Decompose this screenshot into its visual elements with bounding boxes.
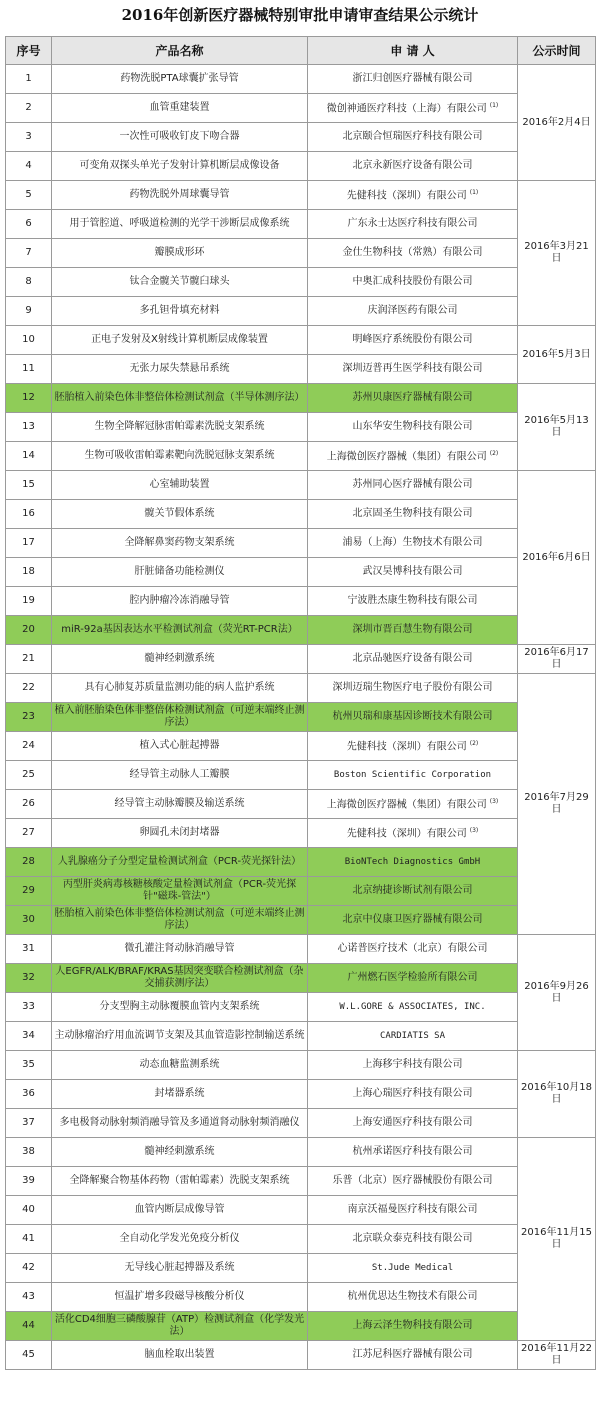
applicant-cell (308, 761, 518, 790)
applicant-cell (308, 877, 518, 906)
applicant-cell (308, 123, 518, 152)
applicant-name: 乐普（北京）医疗器械股份有限公司 (332, 1175, 493, 1186)
product-name: 分支型胸主动脉覆膜血管内支架系统 (52, 993, 308, 1022)
applicant-cell (308, 210, 518, 239)
row-number: 23 (6, 703, 52, 732)
applicant-name: 北京纳捷诊断试剂有限公司 (352, 885, 473, 896)
product-name: 血管内断层成像导管 (52, 1196, 308, 1225)
publication-date: 2016年11月15日 (518, 1138, 596, 1341)
applicant-name: 杭州贝瑞和康基因诊断技术有限公司 (332, 711, 493, 722)
row-number: 19 (6, 587, 52, 616)
table-row (6, 355, 596, 384)
page-title: 2016年创新医疗器械特别审批申请审查结果公示统计 (121, 6, 479, 24)
applicant-name: 苏州同心医疗器械有限公司 (352, 479, 473, 490)
row-number: 27 (6, 819, 52, 848)
applicant-cell (308, 645, 518, 674)
applicant-name: 明峰医疗系统股份有限公司 (352, 334, 473, 345)
product-name: 全降解聚合物基体药物（雷帕霉素）洗脱支架系统 (52, 1167, 308, 1196)
row-number: 38 (6, 1138, 52, 1167)
applicant-name: 苏州贝康医疗器械有限公司 (352, 392, 473, 403)
table-row (6, 877, 596, 906)
product-name: 髓神经刺激系统 (52, 645, 308, 674)
applicant-name: 先健科技（深圳）有限公司 (346, 190, 467, 202)
publication-date: 2016年11月22日 (518, 1341, 596, 1370)
header-name: 产品名称 (52, 37, 308, 65)
applicant-name: 广州燃石医学检验所有限公司 (347, 972, 478, 983)
applicant-name: 江苏尼科医疗器械有限公司 (352, 1349, 473, 1360)
row-number: 35 (6, 1051, 52, 1080)
table-row (6, 1051, 596, 1080)
product-name: 血管重建装置 (52, 94, 308, 123)
header-time: 公示时间 (518, 37, 596, 65)
applicant-cell (308, 239, 518, 268)
table-row (6, 1167, 596, 1196)
row-number: 16 (6, 500, 52, 529)
product-name: 胚胎植入前染色体非整倍体检测试剂盒（半导体测序法） (52, 384, 308, 413)
applicant-cell (308, 413, 518, 442)
applicant-cell (308, 732, 518, 761)
header-applicant: 申 请 人 (308, 37, 518, 65)
applicant-cell (308, 1080, 518, 1109)
row-number: 34 (6, 1022, 52, 1051)
row-number: 18 (6, 558, 52, 587)
table-row (6, 993, 596, 1022)
footnote-marker: (2) (489, 450, 499, 458)
product-name: 脑血栓取出装置 (52, 1341, 308, 1370)
publication-date: 2016年2月4日 (518, 65, 596, 181)
publication-date: 2016年5月13日 (518, 384, 596, 471)
applicant-cell (308, 355, 518, 384)
applicant-name: 中奥汇成科技股份有限公司 (352, 276, 473, 287)
product-name: 人EGFR/ALK/BRAF/KRAS基因突变联合检测试剂盒（杂交捕获测序法） (52, 964, 308, 993)
row-number: 10 (6, 326, 52, 355)
applicant-name: 广东永士达医疗科技有限公司 (347, 218, 478, 229)
applicant-name: 北京固圣生物科技有限公司 (352, 508, 473, 519)
applicant-cell (308, 964, 518, 993)
applicant-cell (308, 1167, 518, 1196)
applicant-name: 北京品驰医疗设备有限公司 (352, 653, 473, 664)
product-name: 髋关节假体系统 (52, 500, 308, 529)
applicant-cell (308, 616, 518, 645)
row-number: 3 (6, 123, 52, 152)
row-number: 45 (6, 1341, 52, 1370)
applicant-cell (308, 558, 518, 587)
product-name: 主动脉瘤治疗用血流调节支架及其血管造影控制输送系统 (52, 1022, 308, 1051)
row-number: 29 (6, 877, 52, 906)
product-name: 全降解鼻窦药物支架系统 (52, 529, 308, 558)
row-number: 11 (6, 355, 52, 384)
table-row (6, 1196, 596, 1225)
product-name: 活化CD4细胞三磷酸腺苷（ATP）检测试剂盒（化学发光法） (52, 1312, 308, 1341)
table-row (6, 1312, 596, 1341)
table-row (6, 703, 596, 732)
product-name: 药物洗脱PTA球囊扩张导管 (52, 65, 308, 94)
row-number: 32 (6, 964, 52, 993)
applicant-name: 浦易（上海）生物技术有限公司 (342, 537, 483, 548)
product-name: 无导线心脏起搏器及系统 (52, 1254, 308, 1283)
applicant-cell (308, 1138, 518, 1167)
table-header-row (6, 37, 596, 65)
applicant-cell (308, 1022, 518, 1051)
row-number: 40 (6, 1196, 52, 1225)
row-number: 9 (6, 297, 52, 326)
product-name: 生物可吸收雷帕霉素靶向洗脱冠脉支架系统 (52, 442, 308, 471)
table-row (6, 152, 596, 181)
table-row (6, 645, 596, 674)
row-number: 36 (6, 1080, 52, 1109)
applicant-name: Boston Scientific Corporation (333, 770, 492, 780)
applicant-cell (308, 1283, 518, 1312)
applicant-cell (308, 152, 518, 181)
table-row (6, 1283, 596, 1312)
product-name: 经导管主动脉人工瓣膜 (52, 761, 308, 790)
applicant-cell (308, 993, 518, 1022)
applicant-cell (308, 935, 518, 964)
table-row (6, 1225, 596, 1254)
row-number: 2 (6, 94, 52, 123)
table-row (6, 1022, 596, 1051)
applicant-cell (308, 790, 518, 819)
footnote-marker: (1) (469, 189, 479, 197)
applicant-name: 心诺普医疗技术（北京）有限公司 (337, 943, 488, 954)
applicant-name: 深圳迈普再生医学科技有限公司 (342, 363, 483, 374)
product-name: 卵圆孔未闭封堵器 (52, 819, 308, 848)
row-number: 4 (6, 152, 52, 181)
table-row (6, 819, 596, 848)
applicant-name: 北京中仪康卫医疗器械有限公司 (342, 914, 483, 925)
applicant-cell (308, 1051, 518, 1080)
table-row (6, 906, 596, 935)
footnote-marker: (3) (469, 827, 479, 835)
product-name: 植入前胚胎染色体非整倍体检测试剂盒（可逆末端终止测序法） (52, 703, 308, 732)
table-row (6, 297, 596, 326)
footnote-marker: (1) (489, 102, 499, 110)
applicant-name: BioNTech Diagnostics GmbH (344, 857, 481, 867)
publication-date: 2016年6月17日 (518, 645, 596, 674)
table-row (6, 123, 596, 152)
applicant-cell (308, 65, 518, 94)
table-row (6, 1254, 596, 1283)
product-name: 心室辅助装置 (52, 471, 308, 500)
product-name: 胚胎植入前染色体非整倍体检测试剂盒（可逆末端终止测序法） (52, 906, 308, 935)
publication-date: 2016年6月6日 (518, 471, 596, 645)
row-number: 43 (6, 1283, 52, 1312)
table-row (6, 471, 596, 500)
results-table (5, 36, 596, 1370)
table-row (6, 732, 596, 761)
applicant-cell (308, 1254, 518, 1283)
row-number: 1 (6, 65, 52, 94)
applicant-name: W.L.GORE & ASSOCIATES, INC. (339, 1002, 486, 1012)
publication-date: 2016年3月21日 (518, 181, 596, 326)
row-number: 8 (6, 268, 52, 297)
table-row (6, 790, 596, 819)
product-name: 多电极肾动脉射频消融导管及多通道肾动脉射频消融仪 (52, 1109, 308, 1138)
table-row (6, 413, 596, 442)
applicant-name: 上海微创医疗器械（集团）有限公司 (326, 451, 487, 463)
product-name: 髓神经刺激系统 (52, 1138, 308, 1167)
applicant-name: 上海心瑞医疗科技有限公司 (352, 1088, 473, 1099)
footnote-marker: (2) (469, 740, 479, 748)
applicant-cell (308, 906, 518, 935)
table-row (6, 558, 596, 587)
applicant-cell (308, 848, 518, 877)
applicant-cell (308, 1109, 518, 1138)
product-name: 植入式心脏起搏器 (52, 732, 308, 761)
row-number: 39 (6, 1167, 52, 1196)
row-number: 5 (6, 181, 52, 210)
table-row (6, 268, 596, 297)
applicant-cell (308, 1312, 518, 1341)
product-name: 微孔灌注肾动脉消融导管 (52, 935, 308, 964)
applicant-cell (308, 500, 518, 529)
row-number: 24 (6, 732, 52, 761)
applicant-name: 微创神通医疗科技（上海）有限公司 (326, 103, 487, 115)
applicant-name: 庆润泽医药有限公司 (367, 305, 458, 316)
applicant-cell (308, 94, 518, 123)
applicant-name: 深圳市晋百慧生物有限公司 (352, 624, 473, 635)
applicant-name: 南京沃福曼医疗科技有限公司 (347, 1204, 478, 1215)
product-name: 正电子发射及X射线计算机断层成像装置 (52, 326, 308, 355)
applicant-cell (308, 442, 518, 471)
table-row (6, 848, 596, 877)
product-name: 腔内肿瘤冷冻消融导管 (52, 587, 308, 616)
row-number: 26 (6, 790, 52, 819)
applicant-name: 上海安通医疗科技有限公司 (352, 1117, 473, 1128)
applicant-cell (308, 384, 518, 413)
row-number: 33 (6, 993, 52, 1022)
applicant-name: 北京永新医疗设备有限公司 (352, 160, 473, 171)
product-name: 动态血糖监测系统 (52, 1051, 308, 1080)
row-number: 17 (6, 529, 52, 558)
table-row (6, 1138, 596, 1167)
table-row (6, 761, 596, 790)
applicant-name: 深圳迈瑞生物医疗电子股份有限公司 (332, 682, 493, 693)
footnote-marker: (3) (489, 798, 499, 806)
row-number: 41 (6, 1225, 52, 1254)
row-number: 42 (6, 1254, 52, 1283)
product-name: 肝脏储备功能检测仪 (52, 558, 308, 587)
product-name: 无张力尿失禁悬吊系统 (52, 355, 308, 384)
applicant-name: 金仕生物科技（常熟）有限公司 (342, 247, 483, 258)
row-number: 28 (6, 848, 52, 877)
product-name: 一次性可吸收钉皮下吻合器 (52, 123, 308, 152)
applicant-name: 上海移宇科技有限公司 (362, 1059, 463, 1070)
product-name: 瓣膜成形环 (52, 239, 308, 268)
row-number: 12 (6, 384, 52, 413)
applicant-cell (308, 1225, 518, 1254)
table-row (6, 65, 596, 94)
row-number: 13 (6, 413, 52, 442)
product-name: 可变角双探头单光子发射计算机断层成像设备 (52, 152, 308, 181)
applicant-name: 北京联众泰克科技有限公司 (352, 1233, 473, 1244)
product-name: miR-92a基因表达水平检测试剂盒（荧光RT-PCR法） (52, 616, 308, 645)
row-number: 44 (6, 1312, 52, 1341)
table-row (6, 94, 596, 123)
row-number: 20 (6, 616, 52, 645)
applicant-name: 浙江归创医疗器械有限公司 (352, 73, 473, 84)
product-name: 钛合金髋关节髋臼球头 (52, 268, 308, 297)
applicant-cell (308, 1196, 518, 1225)
table-row (6, 616, 596, 645)
row-number: 22 (6, 674, 52, 703)
applicant-cell (308, 587, 518, 616)
table-row (6, 210, 596, 239)
applicant-name: 杭州承诺医疗科技有限公司 (352, 1146, 473, 1157)
product-name: 人乳腺癌分子分型定量检测试剂盒（PCR-荧光探针法） (52, 848, 308, 877)
applicant-cell (308, 819, 518, 848)
publication-date: 2016年5月3日 (518, 326, 596, 384)
product-name: 丙型肝炎病毒核糖核酸定量检测试剂盒（PCR-荧光探针"磁珠-管法"） (52, 877, 308, 906)
applicant-name: 先健科技（深圳）有限公司 (346, 828, 467, 840)
table-row (6, 529, 596, 558)
header-num: 序号 (6, 37, 52, 65)
table-row (6, 181, 596, 210)
publication-date: 2016年9月26日 (518, 935, 596, 1051)
row-number: 37 (6, 1109, 52, 1138)
row-number: 25 (6, 761, 52, 790)
applicant-name: CARDIATIS SA (379, 1031, 446, 1041)
product-name: 多孔钽骨填充材料 (52, 297, 308, 326)
publication-date: 2016年10月18日 (518, 1051, 596, 1138)
row-number: 31 (6, 935, 52, 964)
applicant-cell (308, 268, 518, 297)
table-row (6, 500, 596, 529)
applicant-name: 北京颐合恒瑞医疗科技有限公司 (342, 131, 483, 142)
applicant-cell (308, 297, 518, 326)
product-name: 恒温扩增多段磁导核酸分析仪 (52, 1283, 308, 1312)
applicant-cell (308, 471, 518, 500)
product-name: 经导管主动脉瓣膜及输送系统 (52, 790, 308, 819)
product-name: 封堵器系统 (52, 1080, 308, 1109)
table-row (6, 1109, 596, 1138)
product-name: 药物洗脱外周球囊导管 (52, 181, 308, 210)
applicant-name: 武汉昊博科技有限公司 (362, 566, 463, 577)
applicant-name: 上海云泽生物科技有限公司 (352, 1320, 473, 1331)
table-row (6, 587, 596, 616)
applicant-cell (308, 181, 518, 210)
table-row (6, 239, 596, 268)
applicant-name: 先健科技（深圳）有限公司 (346, 741, 467, 753)
row-number: 7 (6, 239, 52, 268)
publication-date: 2016年7月29日 (518, 674, 596, 935)
product-name: 全自动化学发光免疫分析仪 (52, 1225, 308, 1254)
table-row (6, 384, 596, 413)
applicant-cell (308, 1341, 518, 1370)
table-row (6, 326, 596, 355)
table-row (6, 1341, 596, 1370)
applicant-name: 杭州优思达生物技术有限公司 (347, 1291, 478, 1302)
table-row (6, 964, 596, 993)
table-row (6, 442, 596, 471)
applicant-cell (308, 326, 518, 355)
applicant-cell (308, 674, 518, 703)
table-row (6, 1080, 596, 1109)
product-name: 具有心肺复苏质量监测功能的病人监护系统 (52, 674, 308, 703)
applicant-cell (308, 529, 518, 558)
applicant-name: 山东华安生物科技有限公司 (352, 421, 473, 432)
applicant-cell (308, 703, 518, 732)
row-number: 30 (6, 906, 52, 935)
table-row (6, 674, 596, 703)
applicant-name: St.Jude Medical (371, 1263, 454, 1273)
product-name: 用于管腔道、呼吸道检测的光学干涉断层成像系统 (52, 210, 308, 239)
applicant-name: 宁波胜杰康生物科技有限公司 (347, 595, 478, 606)
row-number: 21 (6, 645, 52, 674)
applicant-name: 上海微创医疗器械（集团）有限公司 (326, 799, 487, 811)
row-number: 14 (6, 442, 52, 471)
table-row (6, 935, 596, 964)
row-number: 15 (6, 471, 52, 500)
row-number: 6 (6, 210, 52, 239)
product-name: 生物全降解冠脉雷帕霉素洗脱支架系统 (52, 413, 308, 442)
